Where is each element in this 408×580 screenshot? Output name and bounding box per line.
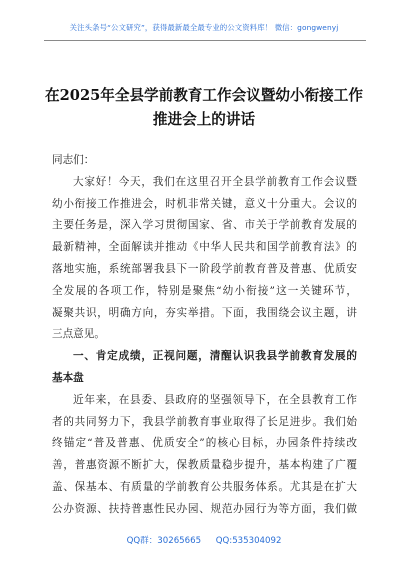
body-line: 同志们： xyxy=(52,154,95,166)
body-line: 公办资源、扶持普惠性民办园、规范办园行为等方面，我们做 xyxy=(52,502,357,515)
paragraph-intro xyxy=(52,172,357,346)
body-line: 近年来，在县委、县政府的坚强领导下，在全县教育工作 xyxy=(73,393,357,406)
title-line: 在2025年全县学前教育工作会议暨幼小衔接工作 xyxy=(45,87,363,104)
body-line: 终锚定“普及普惠、优质安全”的核心目标，办园条件持续改 xyxy=(52,437,357,450)
body-line: 三点意见。 xyxy=(52,328,105,341)
body-line: 盖、保基本、有质量的学前教育公共服务体系。尤其是在扩大 xyxy=(52,480,357,493)
body-line: 全发展的各项工作，特别是聚焦“幼小衔接”这一关键环节， xyxy=(52,284,357,297)
footer-contact xyxy=(0,534,408,546)
paragraph-achievements xyxy=(52,390,357,521)
header-divider xyxy=(44,40,366,41)
body-line: 最新精神，全面解读并推动《中华人民共和国学前教育法》的 xyxy=(52,241,357,254)
title-line: 推进会上的讲话 xyxy=(152,111,256,128)
body-line: 幼小衔接工作推进会，时机非常关键，意义十分重大。会议的 xyxy=(52,197,357,210)
body-line: 凝聚共识，明确方向，夯实举措。下面，我围绕会议主题，讲 xyxy=(52,306,357,319)
body-line: 落地实施，系统部署我县下一阶段学前教育普及普惠、优质安 xyxy=(52,262,357,275)
document-body xyxy=(52,150,357,521)
footer-qq-group: QQ群：30265665 xyxy=(126,536,202,546)
heading-line: 一、肯定成绩，正视问题，清醒认识我县学前教育发展的 xyxy=(73,350,357,363)
body-line: 大家好！今天，我们在这里召开全县学前教育工作会议暨 xyxy=(73,175,357,188)
heading-line: 基本盘 xyxy=(52,371,84,384)
section-heading-1 xyxy=(52,346,357,390)
body-line: 善，普惠资源不断扩大，保教质量稳步提升，基本构建了广覆 xyxy=(52,459,357,472)
body-line: 者的共同努力下，我县学前教育事业取得了长足进步。我们始 xyxy=(52,415,357,428)
body-line: 主要任务是，深入学习贯彻国家、省、市关于学前教育发展的 xyxy=(52,219,357,232)
header-note: 关注头条号“公文研究”，获得最新最全最专业的公文资料库！ 微信：gongwenyj xyxy=(69,23,339,32)
footer-qq-number: QQ:535304092 xyxy=(215,536,282,546)
document-title xyxy=(30,84,378,132)
salutation xyxy=(52,150,357,172)
